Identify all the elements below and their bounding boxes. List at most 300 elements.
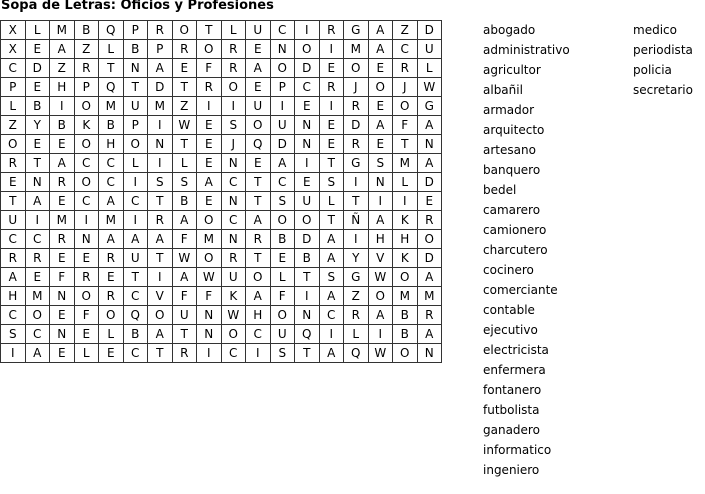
letter-cell[interactable]: O	[221, 78, 246, 97]
letter-cell[interactable]: N	[295, 306, 320, 325]
letter-cell[interactable]: I	[148, 116, 173, 135]
letter-cell[interactable]: T	[123, 78, 148, 97]
letter-cell[interactable]: O	[74, 173, 99, 192]
letter-cell[interactable]: T	[172, 78, 197, 97]
letter-cell[interactable]: C	[319, 306, 344, 325]
letter-cell[interactable]: R	[221, 40, 246, 59]
letter-cell[interactable]: O	[172, 21, 197, 40]
letter-cell[interactable]: R	[344, 97, 369, 116]
letter-cell[interactable]: O	[197, 40, 222, 59]
letter-cell[interactable]: W	[221, 306, 246, 325]
letter-cell[interactable]: U	[123, 97, 148, 116]
letter-cell[interactable]: L	[123, 154, 148, 173]
letter-cell[interactable]: V	[368, 249, 393, 268]
letter-cell[interactable]: I	[368, 325, 393, 344]
letter-cell[interactable]: A	[148, 230, 173, 249]
letter-cell[interactable]: P	[270, 78, 295, 97]
letter-cell[interactable]: W	[172, 249, 197, 268]
letter-cell[interactable]: I	[50, 97, 75, 116]
letter-cell[interactable]: A	[148, 325, 173, 344]
letter-cell[interactable]: N	[25, 173, 50, 192]
letter-cell[interactable]: E	[368, 97, 393, 116]
letter-cell[interactable]: T	[1, 192, 26, 211]
letter-cell[interactable]: V	[148, 287, 173, 306]
letter-cell[interactable]: D	[25, 59, 50, 78]
letter-cell[interactable]: A	[368, 306, 393, 325]
letter-cell[interactable]: T	[172, 325, 197, 344]
letter-cell[interactable]: M	[393, 287, 418, 306]
letter-cell[interactable]: T	[344, 192, 369, 211]
letter-cell[interactable]: L	[270, 268, 295, 287]
letter-cell[interactable]: M	[99, 97, 124, 116]
letter-cell[interactable]: C	[123, 192, 148, 211]
letter-cell[interactable]: H	[99, 135, 124, 154]
letter-cell[interactable]: W	[368, 268, 393, 287]
letter-cell[interactable]: A	[25, 344, 50, 363]
letter-cell[interactable]: E	[74, 325, 99, 344]
letter-cell[interactable]: A	[319, 230, 344, 249]
letter-cell[interactable]: B	[393, 325, 418, 344]
letter-cell[interactable]: Z	[393, 21, 418, 40]
letter-cell[interactable]: I	[319, 97, 344, 116]
letter-cell[interactable]: A	[417, 268, 442, 287]
letter-cell[interactable]: S	[172, 173, 197, 192]
letter-cell[interactable]: M	[50, 21, 75, 40]
letter-cell[interactable]: C	[270, 21, 295, 40]
letter-cell[interactable]: F	[270, 287, 295, 306]
letter-cell[interactable]: A	[172, 268, 197, 287]
letter-cell[interactable]: A	[148, 59, 173, 78]
letter-cell[interactable]: T	[197, 21, 222, 40]
letter-cell[interactable]: A	[172, 211, 197, 230]
letter-cell[interactable]: O	[295, 211, 320, 230]
letter-cell[interactable]: E	[197, 116, 222, 135]
letter-cell[interactable]: R	[74, 59, 99, 78]
letter-cell[interactable]: R	[1, 154, 26, 173]
letter-cell[interactable]: A	[1, 268, 26, 287]
letter-cell[interactable]: E	[25, 135, 50, 154]
letter-cell[interactable]: L	[221, 21, 246, 40]
letter-cell[interactable]: C	[1, 59, 26, 78]
letter-cell[interactable]: O	[393, 268, 418, 287]
letter-cell[interactable]: X	[1, 21, 26, 40]
letter-cell[interactable]: G	[344, 21, 369, 40]
letter-cell[interactable]: B	[123, 40, 148, 59]
letter-cell[interactable]: N	[148, 135, 173, 154]
letter-cell[interactable]: A	[270, 154, 295, 173]
letter-cell[interactable]: E	[368, 59, 393, 78]
letter-cell[interactable]: R	[319, 78, 344, 97]
letter-cell[interactable]: N	[417, 344, 442, 363]
letter-cell[interactable]: N	[74, 230, 99, 249]
letter-cell[interactable]: O	[393, 344, 418, 363]
letter-cell[interactable]: C	[270, 173, 295, 192]
letter-cell[interactable]: R	[319, 21, 344, 40]
letter-cell[interactable]: S	[148, 173, 173, 192]
letter-cell[interactable]: T	[295, 268, 320, 287]
letter-cell[interactable]: O	[368, 287, 393, 306]
letter-cell[interactable]: D	[295, 59, 320, 78]
letter-cell[interactable]: N	[50, 325, 75, 344]
letter-cell[interactable]: E	[417, 192, 442, 211]
letter-cell[interactable]: O	[74, 135, 99, 154]
letter-cell[interactable]: E	[246, 40, 271, 59]
letter-cell[interactable]: U	[123, 249, 148, 268]
letter-cell[interactable]: J	[393, 78, 418, 97]
letter-cell[interactable]: C	[1, 230, 26, 249]
letter-cell[interactable]: U	[270, 325, 295, 344]
letter-cell[interactable]: O	[99, 306, 124, 325]
letter-cell[interactable]: B	[50, 116, 75, 135]
letter-cell[interactable]: E	[99, 344, 124, 363]
letter-cell[interactable]: F	[393, 116, 418, 135]
letter-cell[interactable]: S	[319, 268, 344, 287]
letter-cell[interactable]: R	[221, 59, 246, 78]
letter-cell[interactable]: E	[197, 154, 222, 173]
letter-cell[interactable]: J	[221, 135, 246, 154]
letter-cell[interactable]: Q	[295, 325, 320, 344]
letter-cell[interactable]: E	[25, 268, 50, 287]
letter-cell[interactable]: W	[368, 344, 393, 363]
letter-cell[interactable]: Y	[25, 116, 50, 135]
letter-cell[interactable]: Z	[50, 59, 75, 78]
letter-cell[interactable]: O	[344, 59, 369, 78]
letter-cell[interactable]: O	[393, 97, 418, 116]
letter-cell[interactable]: C	[221, 344, 246, 363]
letter-cell[interactable]: E	[295, 173, 320, 192]
letter-cell[interactable]: D	[344, 116, 369, 135]
letter-cell[interactable]: A	[319, 344, 344, 363]
letter-cell[interactable]: O	[270, 211, 295, 230]
letter-cell[interactable]: M	[148, 97, 173, 116]
letter-cell[interactable]: L	[319, 192, 344, 211]
letter-cell[interactable]: O	[270, 59, 295, 78]
letter-cell[interactable]: R	[417, 306, 442, 325]
letter-cell[interactable]: R	[344, 135, 369, 154]
letter-cell[interactable]: I	[344, 230, 369, 249]
letter-cell[interactable]: O	[246, 116, 271, 135]
letter-cell[interactable]: C	[123, 287, 148, 306]
letter-cell[interactable]: F	[172, 287, 197, 306]
letter-cell[interactable]: T	[172, 135, 197, 154]
letter-cell[interactable]: R	[172, 40, 197, 59]
letter-cell[interactable]: T	[148, 344, 173, 363]
letter-cell[interactable]: A	[319, 287, 344, 306]
letter-cell[interactable]: I	[295, 21, 320, 40]
letter-cell[interactable]: C	[99, 154, 124, 173]
letter-cell[interactable]: T	[319, 154, 344, 173]
letter-cell[interactable]: N	[221, 192, 246, 211]
letter-cell[interactable]: E	[246, 78, 271, 97]
letter-cell[interactable]: L	[74, 344, 99, 363]
letter-cell[interactable]: L	[99, 40, 124, 59]
letter-cell[interactable]: U	[270, 116, 295, 135]
letter-cell[interactable]: W	[417, 78, 442, 97]
letter-cell[interactable]: B	[270, 230, 295, 249]
letter-cell[interactable]: H	[368, 230, 393, 249]
letter-cell[interactable]: O	[197, 249, 222, 268]
letter-cell[interactable]: J	[344, 78, 369, 97]
letter-cell[interactable]: U	[246, 21, 271, 40]
letter-cell[interactable]: E	[295, 97, 320, 116]
letter-cell[interactable]: E	[319, 135, 344, 154]
letter-cell[interactable]: O	[74, 97, 99, 116]
letter-cell[interactable]: U	[1, 211, 26, 230]
letter-cell[interactable]: I	[368, 192, 393, 211]
letter-cell[interactable]: R	[50, 230, 75, 249]
letter-cell[interactable]: T	[99, 59, 124, 78]
letter-cell[interactable]: Q	[344, 344, 369, 363]
letter-cell[interactable]: B	[74, 21, 99, 40]
letter-cell[interactable]: T	[295, 344, 320, 363]
letter-cell[interactable]: R	[50, 173, 75, 192]
letter-cell[interactable]: R	[221, 249, 246, 268]
letter-cell[interactable]: F	[50, 268, 75, 287]
letter-cell[interactable]: A	[246, 59, 271, 78]
letter-cell[interactable]: U	[221, 268, 246, 287]
letter-cell[interactable]: D	[148, 78, 173, 97]
letter-cell[interactable]: I	[123, 173, 148, 192]
letter-cell[interactable]: O	[25, 306, 50, 325]
letter-cell[interactable]: R	[1, 249, 26, 268]
letter-cell[interactable]: L	[172, 154, 197, 173]
letter-cell[interactable]: E	[50, 344, 75, 363]
letter-cell[interactable]: A	[50, 40, 75, 59]
letter-cell[interactable]: E	[270, 249, 295, 268]
letter-cell[interactable]: M	[197, 230, 222, 249]
letter-cell[interactable]: U	[172, 306, 197, 325]
letter-cell[interactable]: A	[246, 211, 271, 230]
letter-cell[interactable]: A	[50, 154, 75, 173]
letter-cell[interactable]: A	[319, 249, 344, 268]
letter-cell[interactable]: O	[123, 135, 148, 154]
letter-cell[interactable]: M	[99, 211, 124, 230]
letter-cell[interactable]: B	[99, 116, 124, 135]
letter-cell[interactable]: R	[417, 211, 442, 230]
letter-cell[interactable]: B	[295, 249, 320, 268]
letter-cell[interactable]: A	[99, 230, 124, 249]
letter-cell[interactable]: M	[25, 287, 50, 306]
letter-cell[interactable]: N	[197, 306, 222, 325]
letter-cell[interactable]: D	[295, 230, 320, 249]
letter-cell[interactable]: L	[1, 97, 26, 116]
letter-cell[interactable]: P	[123, 21, 148, 40]
letter-cell[interactable]: Z	[172, 97, 197, 116]
letter-cell[interactable]: M	[393, 154, 418, 173]
letter-cell[interactable]: E	[99, 268, 124, 287]
letter-cell[interactable]: N	[417, 135, 442, 154]
letter-cell[interactable]: T	[148, 192, 173, 211]
letter-cell[interactable]: E	[74, 249, 99, 268]
letter-cell[interactable]: E	[25, 40, 50, 59]
letter-cell[interactable]: C	[221, 173, 246, 192]
letter-cell[interactable]: A	[417, 116, 442, 135]
letter-cell[interactable]: O	[1, 135, 26, 154]
letter-cell[interactable]: M	[50, 211, 75, 230]
letter-cell[interactable]: T	[148, 249, 173, 268]
letter-cell[interactable]: P	[1, 78, 26, 97]
letter-cell[interactable]: I	[295, 287, 320, 306]
letter-cell[interactable]: O	[246, 268, 271, 287]
letter-cell[interactable]: O	[197, 211, 222, 230]
letter-cell[interactable]: N	[295, 116, 320, 135]
letter-cell[interactable]: E	[319, 116, 344, 135]
letter-cell[interactable]: B	[393, 306, 418, 325]
letter-cell[interactable]: Ñ	[344, 211, 369, 230]
letter-cell[interactable]: N	[368, 173, 393, 192]
letter-cell[interactable]: A	[368, 21, 393, 40]
letter-cell[interactable]: L	[99, 325, 124, 344]
letter-cell[interactable]: N	[50, 287, 75, 306]
letter-cell[interactable]: S	[270, 192, 295, 211]
letter-cell[interactable]: T	[123, 268, 148, 287]
letter-cell[interactable]: T	[246, 192, 271, 211]
letter-cell[interactable]: G	[417, 97, 442, 116]
letter-cell[interactable]: C	[295, 78, 320, 97]
letter-cell[interactable]: T	[25, 154, 50, 173]
letter-cell[interactable]: T	[319, 211, 344, 230]
letter-cell[interactable]: S	[221, 116, 246, 135]
letter-cell[interactable]: U	[417, 40, 442, 59]
letter-cell[interactable]: I	[197, 97, 222, 116]
letter-cell[interactable]: I	[295, 154, 320, 173]
letter-cell[interactable]: F	[172, 230, 197, 249]
letter-cell[interactable]: R	[74, 268, 99, 287]
letter-cell[interactable]: D	[417, 249, 442, 268]
letter-cell[interactable]: I	[344, 173, 369, 192]
letter-cell[interactable]: E	[368, 135, 393, 154]
letter-cell[interactable]: E	[1, 173, 26, 192]
letter-cell[interactable]: N	[270, 40, 295, 59]
letter-cell[interactable]: F	[197, 287, 222, 306]
letter-cell[interactable]: T	[393, 135, 418, 154]
letter-cell[interactable]: O	[417, 230, 442, 249]
letter-cell[interactable]: A	[197, 173, 222, 192]
letter-cell[interactable]: C	[1, 306, 26, 325]
letter-cell[interactable]: R	[393, 59, 418, 78]
letter-cell[interactable]: Q	[99, 21, 124, 40]
letter-cell[interactable]: W	[172, 116, 197, 135]
letter-cell[interactable]: I	[270, 97, 295, 116]
letter-cell[interactable]: A	[25, 192, 50, 211]
letter-cell[interactable]: A	[417, 325, 442, 344]
letter-cell[interactable]: A	[99, 192, 124, 211]
letter-cell[interactable]: I	[74, 211, 99, 230]
letter-cell[interactable]: R	[99, 287, 124, 306]
letter-cell[interactable]: Q	[246, 135, 271, 154]
letter-cell[interactable]: L	[393, 173, 418, 192]
letter-cell[interactable]: R	[99, 249, 124, 268]
letter-cell[interactable]: C	[99, 173, 124, 192]
letter-cell[interactable]: D	[417, 21, 442, 40]
letter-cell[interactable]: F	[74, 306, 99, 325]
letter-cell[interactable]: A	[368, 116, 393, 135]
letter-cell[interactable]: P	[74, 78, 99, 97]
letter-cell[interactable]: I	[197, 344, 222, 363]
letter-cell[interactable]: R	[148, 211, 173, 230]
letter-cell[interactable]: A	[368, 211, 393, 230]
letter-cell[interactable]: O	[295, 40, 320, 59]
letter-cell[interactable]: H	[393, 230, 418, 249]
letter-cell[interactable]: R	[148, 21, 173, 40]
letter-cell[interactable]: K	[393, 211, 418, 230]
letter-cell[interactable]: C	[393, 40, 418, 59]
letter-cell[interactable]: H	[246, 306, 271, 325]
letter-cell[interactable]: C	[221, 211, 246, 230]
letter-cell[interactable]: O	[368, 78, 393, 97]
letter-cell[interactable]: I	[393, 192, 418, 211]
letter-cell[interactable]: R	[344, 306, 369, 325]
letter-cell[interactable]: Y	[344, 249, 369, 268]
letter-cell[interactable]: C	[74, 154, 99, 173]
letter-cell[interactable]: B	[25, 97, 50, 116]
letter-cell[interactable]: U	[295, 192, 320, 211]
letter-cell[interactable]: K	[74, 116, 99, 135]
letter-cell[interactable]: Z	[74, 40, 99, 59]
letter-cell[interactable]: C	[246, 325, 271, 344]
letter-cell[interactable]: I	[319, 325, 344, 344]
letter-cell[interactable]: R	[25, 249, 50, 268]
letter-cell[interactable]: X	[1, 40, 26, 59]
letter-cell[interactable]: N	[123, 59, 148, 78]
letter-cell[interactable]: N	[221, 230, 246, 249]
letter-cell[interactable]: O	[270, 306, 295, 325]
letter-cell[interactable]: I	[221, 97, 246, 116]
letter-cell[interactable]: A	[417, 154, 442, 173]
letter-cell[interactable]: S	[319, 173, 344, 192]
letter-cell[interactable]: I	[25, 211, 50, 230]
letter-cell[interactable]: Z	[1, 116, 26, 135]
letter-cell[interactable]: E	[50, 192, 75, 211]
letter-cell[interactable]: A	[123, 230, 148, 249]
letter-cell[interactable]: E	[50, 249, 75, 268]
letter-cell[interactable]: T	[246, 173, 271, 192]
letter-cell[interactable]: E	[50, 306, 75, 325]
letter-cell[interactable]: E	[50, 135, 75, 154]
letter-cell[interactable]: Z	[344, 287, 369, 306]
letter-cell[interactable]: C	[123, 344, 148, 363]
letter-cell[interactable]: L	[25, 21, 50, 40]
letter-cell[interactable]: A	[246, 287, 271, 306]
letter-cell[interactable]: E	[25, 78, 50, 97]
letter-cell[interactable]: N	[221, 154, 246, 173]
letter-cell[interactable]: I	[319, 40, 344, 59]
letter-cell[interactable]: Q	[99, 78, 124, 97]
letter-cell[interactable]: E	[197, 135, 222, 154]
letter-cell[interactable]: M	[417, 287, 442, 306]
letter-cell[interactable]: D	[417, 173, 442, 192]
letter-cell[interactable]: P	[148, 40, 173, 59]
letter-cell[interactable]: E	[197, 192, 222, 211]
letter-cell[interactable]: S	[368, 154, 393, 173]
letter-cell[interactable]: R	[246, 230, 271, 249]
letter-cell[interactable]: F	[197, 59, 222, 78]
letter-cell[interactable]: H	[50, 78, 75, 97]
letter-cell[interactable]: L	[417, 59, 442, 78]
letter-cell[interactable]: C	[25, 230, 50, 249]
letter-cell[interactable]: O	[148, 306, 173, 325]
letter-cell[interactable]: B	[123, 325, 148, 344]
letter-cell[interactable]: W	[197, 268, 222, 287]
letter-cell[interactable]: N	[295, 135, 320, 154]
letter-cell[interactable]: M	[344, 40, 369, 59]
letter-cell[interactable]: G	[344, 154, 369, 173]
letter-cell[interactable]: R	[172, 344, 197, 363]
letter-cell[interactable]: O	[74, 287, 99, 306]
letter-cell[interactable]: P	[123, 116, 148, 135]
letter-cell[interactable]: L	[344, 325, 369, 344]
letter-cell[interactable]: S	[1, 325, 26, 344]
